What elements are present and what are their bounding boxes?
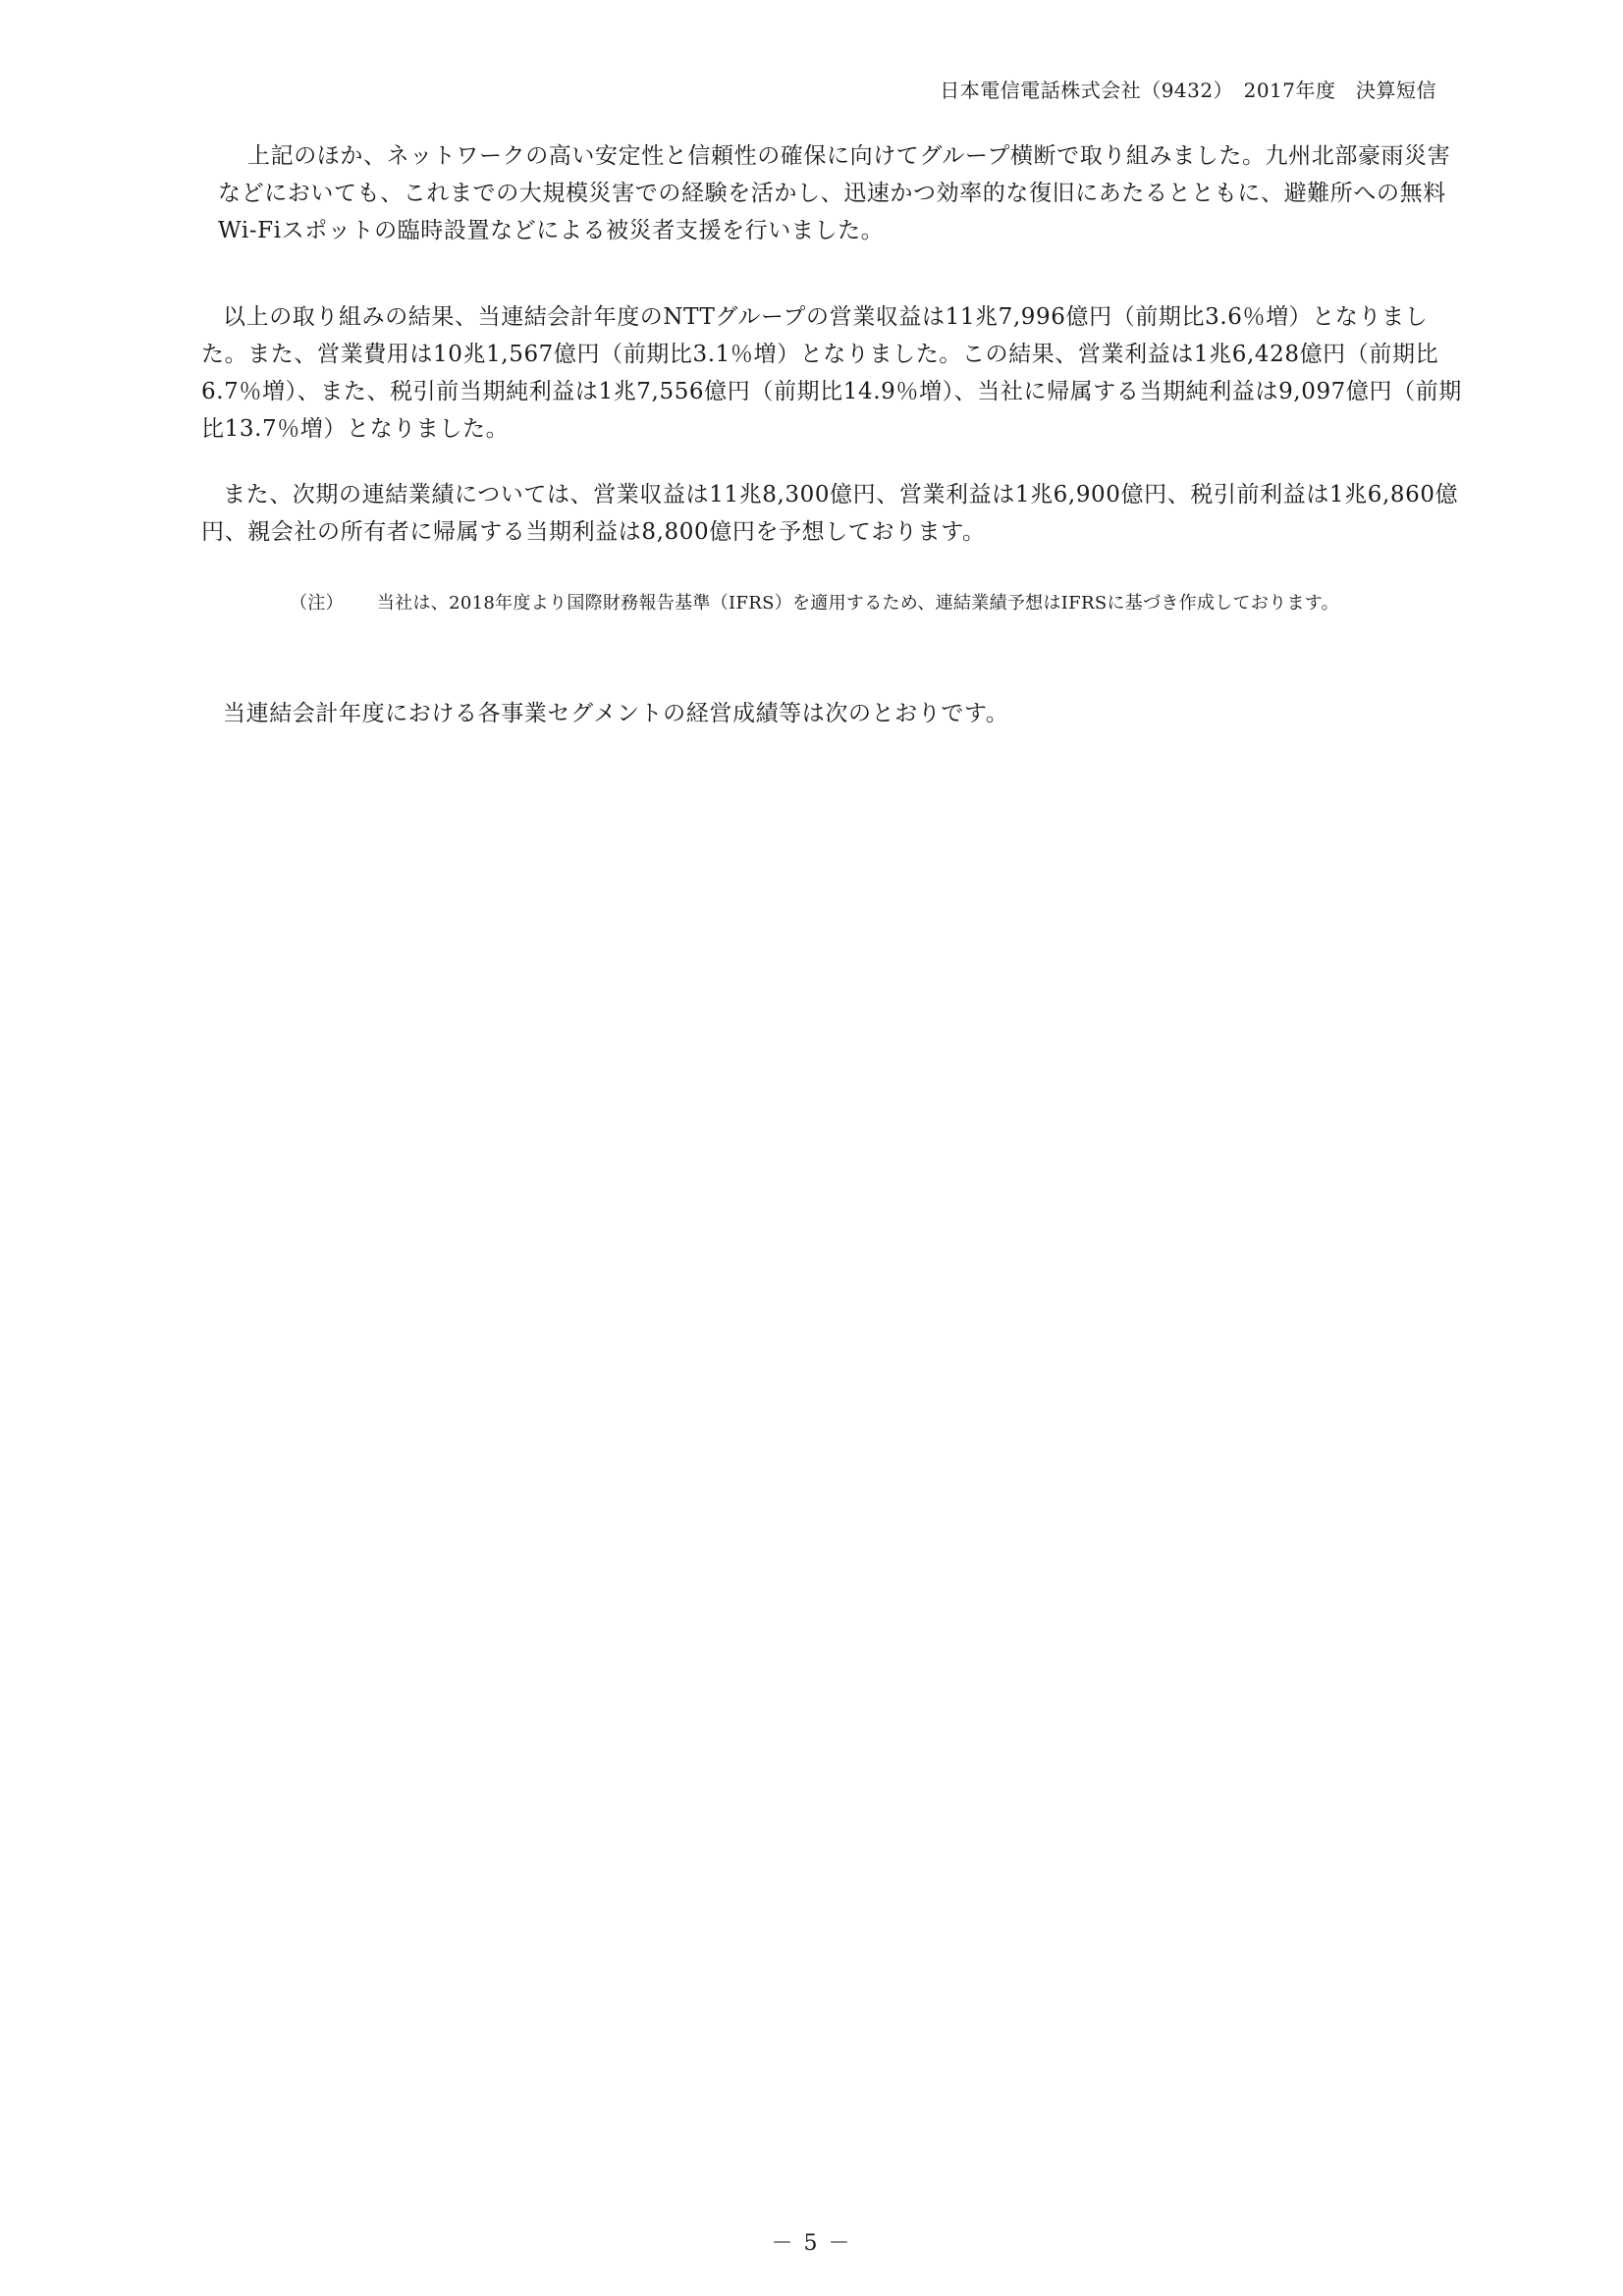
paragraph-network-reliability: 上記のほか、ネットワークの高い安定性と信頼性の確保に向けてグループ横断で取り組みました。九州北部豪雨災害などにおいても、これまでの大規模災害での経験を活かし、迅速かつ効率的な復旧にあたるとともに、避難所への無料Wi-Fiスポットの臨時設置などによる被災者支援を行いました。 bbox=[218, 143, 1451, 243]
footnote-text: 当社は、2018年度より国際財務報告基準（IFRS）を適用するため、連結業績予想はIFRSに基づき作成しております。 bbox=[376, 593, 1339, 614]
paragraph-segment-intro: 当連結会計年度における各事業セグメントの経営成績等は次のとおりです。 bbox=[223, 701, 1009, 726]
footnote bbox=[290, 589, 1458, 614]
document-header: 日本電信電話株式会社（9432） 2017年度 決算短信 bbox=[940, 79, 1436, 102]
footnote-label: （注） bbox=[290, 593, 344, 614]
paragraph-next-year-forecast: また、次期の連結業績については、営業収益は11兆8,300億円、営業利益は1兆6,900億円、税引前利益は1兆6,860億円、親会社の所有者に帰属する当期利益は8,800億円を予想しております。 bbox=[201, 482, 1459, 545]
paragraph-financial-results: 以上の取り組みの結果、当連結会計年度のNTTグループの営業収益は11兆7,996億円（前期比3.6％増）となりました。また、営業費用は10兆1,567億円（前期比3.1％増）となりました。この結果、営業利益は1兆6,428億円（前期比6.7％増）、また、税引前当期純利益は1兆7,556億円（前期比14.9％増）、当社に帰属する当期純利益は9,097億円（前期比13.7％増）となりました。 bbox=[201, 304, 1462, 442]
page-number: － 5 － bbox=[771, 2231, 852, 2256]
